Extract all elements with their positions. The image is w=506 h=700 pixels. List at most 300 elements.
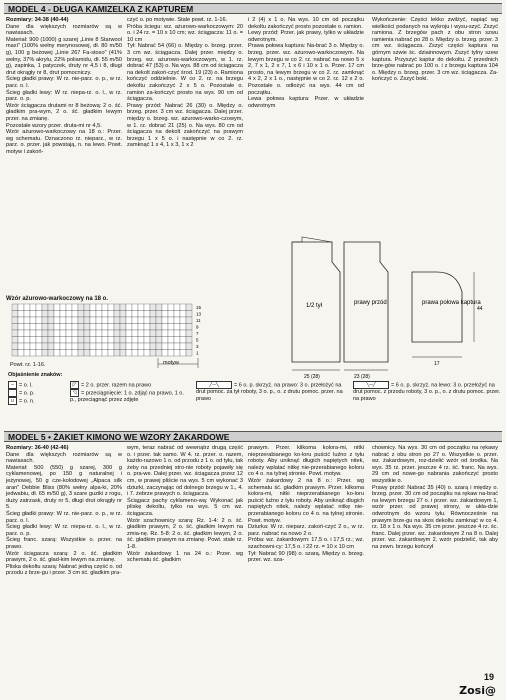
chart-cell bbox=[90, 317, 96, 324]
model4-header: MODEL 4 - DŁUGA KAMIZELKA Z KAPTUREM bbox=[4, 3, 502, 14]
chart-cell bbox=[168, 324, 174, 331]
text-block: Ścieg gładki prawy: W rz. nie-parz. o. p., w rz. parz. o. l. bbox=[6, 510, 122, 524]
chart-cell bbox=[156, 343, 162, 350]
text-block: i 2 (4) x 1 o. Na wys. 10 cm od początku dekoltu zakończyć prosto pozostałe o. ramion. bbox=[248, 17, 364, 30]
chart-cell bbox=[30, 317, 36, 324]
chart-cell bbox=[96, 330, 102, 337]
chart-cell bbox=[120, 350, 126, 357]
chart-cell bbox=[66, 317, 72, 324]
chart-row-label: 11 bbox=[196, 318, 201, 323]
chart-cell bbox=[126, 330, 132, 337]
chart-cell bbox=[102, 304, 108, 311]
chart-cell bbox=[168, 343, 174, 350]
chart-cell bbox=[72, 337, 78, 344]
chart-cell bbox=[132, 330, 138, 337]
legend bbox=[8, 372, 501, 405]
chart-cell bbox=[18, 324, 24, 331]
chart-cell bbox=[114, 311, 120, 318]
legend-item: ◸ = 2 o. przer. razem na prawo bbox=[70, 381, 180, 389]
chart-cell bbox=[90, 324, 96, 331]
chart-cell bbox=[150, 330, 156, 337]
chart-row-labels bbox=[196, 305, 202, 356]
chart-cell bbox=[144, 350, 150, 357]
text-block: Wzór żakardowy 2 na 8 o.: Przer. wg schematu ść. gładkim prawym. Przer. kilkoma kolora-mi, nitki nieprzerabianego ko-loru puścić luźno z tyłu roboty. Aby uniknąć długich napiętych nitek, należy wplatać nitkę nie-przerabianego koloru co 4 o. na tylnej stronie. Powt. motyw. bbox=[248, 477, 364, 524]
chart-cell bbox=[138, 317, 144, 324]
chart-cell bbox=[138, 324, 144, 331]
chart-cell bbox=[24, 324, 30, 331]
chart-cell bbox=[108, 311, 114, 318]
chart-cell bbox=[186, 350, 192, 357]
chart-cell bbox=[132, 324, 138, 331]
chart-cell bbox=[72, 304, 78, 311]
model4-col4 bbox=[372, 17, 498, 83]
chart-cell bbox=[102, 317, 108, 324]
chart-cell bbox=[90, 330, 96, 337]
front-label: prawy przód bbox=[354, 300, 387, 306]
chart-cell bbox=[48, 337, 54, 344]
chart-cell bbox=[126, 311, 132, 318]
chart-cell bbox=[84, 304, 90, 311]
chart-cell bbox=[180, 324, 186, 331]
chart-cell bbox=[108, 350, 114, 357]
chart-cell bbox=[36, 324, 42, 331]
chart-cell bbox=[66, 304, 72, 311]
chart-cell bbox=[162, 311, 168, 318]
chart-cell bbox=[156, 317, 162, 324]
chart-cell bbox=[90, 304, 96, 311]
chart-cell bbox=[30, 324, 36, 331]
chart-cell bbox=[102, 343, 108, 350]
chart-cell bbox=[120, 304, 126, 311]
chart-cell bbox=[96, 343, 102, 350]
chart-row-label: 1 bbox=[196, 350, 199, 356]
chart-cell bbox=[84, 337, 90, 344]
chart-cell bbox=[156, 304, 162, 311]
back-label: 1/2 tył bbox=[306, 303, 323, 309]
chart-cell bbox=[162, 343, 168, 350]
chart-cell bbox=[132, 337, 138, 344]
chart-cell bbox=[54, 317, 60, 324]
chart-cell bbox=[126, 343, 132, 350]
chart-cell bbox=[90, 311, 96, 318]
purl-symbol: – bbox=[8, 381, 17, 389]
chart-cell bbox=[60, 337, 66, 344]
chart-cell bbox=[126, 350, 132, 357]
chart-cell bbox=[168, 304, 174, 311]
chart-cell bbox=[36, 343, 42, 350]
chart-cell bbox=[36, 337, 42, 344]
chart-cell bbox=[66, 350, 72, 357]
model5-col1 bbox=[6, 445, 122, 577]
page-number: 19 bbox=[483, 672, 494, 682]
chart-cell bbox=[132, 343, 138, 350]
chart-cell bbox=[150, 337, 156, 344]
chart-cell bbox=[36, 304, 42, 311]
chart-cell bbox=[186, 324, 192, 331]
chart-cell bbox=[186, 343, 192, 350]
chart-cell bbox=[36, 317, 42, 324]
chart-cell bbox=[162, 350, 168, 357]
chart-cell bbox=[78, 350, 84, 357]
chart-cell bbox=[24, 317, 30, 324]
text-block: Wzór żakardowy 1 na 24 o.: Przer. wg schematu ść. gładkim bbox=[127, 550, 243, 564]
chart-cell bbox=[150, 304, 156, 311]
chart-cell bbox=[102, 350, 108, 357]
text-block: Tył: Nabrać 90 (98) o. szarą. Między o. brzeg. przer. wz. sza- bbox=[248, 550, 364, 564]
chart-cell bbox=[78, 337, 84, 344]
chart-cell bbox=[42, 317, 48, 324]
chart-cell bbox=[66, 324, 72, 331]
chart-cell bbox=[150, 324, 156, 331]
chart-cell bbox=[180, 311, 186, 318]
chart-cell bbox=[78, 343, 84, 350]
garment-schematic bbox=[262, 232, 502, 382]
chart-row-label: 5 bbox=[196, 337, 199, 343]
chart-cell bbox=[54, 311, 60, 318]
chart-cell bbox=[60, 304, 66, 311]
chart-cell bbox=[96, 324, 102, 331]
text-block: Rozmiary: 34-38 (40-44) bbox=[6, 17, 69, 23]
chart-cell bbox=[24, 337, 30, 344]
chart-repeat: Powt. rz. 1-16. bbox=[10, 362, 46, 368]
text-block: Ściągacz pachy cyklameno-wą: Wykonać jak pliskę dekoltu, tylko na wys. 5 cm wz. ściągacza. bbox=[127, 497, 243, 517]
chart-cell bbox=[156, 324, 162, 331]
chart-cell bbox=[186, 304, 192, 311]
text-block: Prawy przód: Nabrać 35 (40) o. szarą i między o. brzeg. przer. 30 cm od początku na rękaw na-brać na lewym brzegu 27 o. i przer. wz. żakardowym 1, wzór przer. od prawej strony, w ukła-dzie odwrotnym do wzoru tyłu. Równocześnie na prawym brze-gu na skos dekoltu zamknąć w co 4. rz. 18 x 1 o. Na wys. 35 cm przer. jeszcze 4 rz. śc. franc. Dalej przer. wz. żakardowym 2 na 8 o. Dalej przer. wz. żakardowym 2, wzór podzielić, tak aby na zewn. brzegu kończył bbox=[372, 484, 498, 550]
chart-cell bbox=[120, 330, 126, 337]
model5-header: MODEL 5 • ŻAKIET KIMONO WE WZORY ŻAKARDOWE bbox=[4, 431, 502, 442]
chart-cell bbox=[108, 343, 114, 350]
text-block: Dziurka: W rz. nieparz. zakoń-czyć 2 o., w rz. parz. nabrać na nowo 2 o. bbox=[248, 524, 364, 537]
chart-cell bbox=[48, 317, 54, 324]
chart-cell bbox=[72, 311, 78, 318]
chart-cell bbox=[84, 343, 90, 350]
chart-cell bbox=[30, 311, 36, 318]
chart-cell bbox=[144, 304, 150, 311]
chart-row-label: 13 bbox=[196, 311, 202, 317]
text-block: Materiał: 500 (550) g szarej, 300 g cyklamenowej, po 150 g naturalnej i jeżynowej, 50 g cze-kolodowej „Alpaca silk aran" Debbie Bliss (80% wełny alpa-ki, 20% jedwabiu, dł. 65 m/50 g), 3 szare guziki z rogu, duży zatrzask, druty nr 5, długi drut okrągły nr 5. bbox=[6, 464, 122, 511]
chart-cell bbox=[30, 304, 36, 311]
chart-cell bbox=[180, 330, 186, 337]
chart-cell bbox=[168, 311, 174, 318]
chart-cell bbox=[144, 337, 150, 344]
chart-cell bbox=[12, 317, 18, 324]
chart-cell bbox=[24, 343, 30, 350]
skpo-symbol: ◹ bbox=[70, 389, 79, 397]
text-block: prawym. Przer. kilkoma kolora-mi, nitki nieprzerabianego ko-loru puścić luźno z tyłu roboty. Aby uniknąć długich napiętych nitek, należy wplatać nitkę nie-przerabianego koloru co 4 o. na tylnej stronie. Powt. motyw. bbox=[248, 445, 364, 478]
chart-cell bbox=[90, 337, 96, 344]
chart-cell bbox=[180, 337, 186, 344]
chart-cell bbox=[84, 324, 90, 331]
chart-cell bbox=[18, 311, 24, 318]
chart-cell bbox=[108, 324, 114, 331]
text-block: Wzór ściągacza szarą: 2 o. ść. gładkim prawym, 2 o. ść. gład-kim lewym na zmianę. bbox=[6, 550, 122, 564]
chart-cell bbox=[48, 350, 54, 357]
text-block: Prawy przód: Nabrać 26 (30) o. Między o. brzeg. przer. 3 cm wz. ściągacza. Dalej przer. między o. brzeg. wz. ażurowo-warko-czowym, w 1. rz. dobrać 21 (25) o. Na wys. 80 cm od ściągacza na dekolt zakończyć na prawym brzegu 1 x 5 o. i następnie w co 2. rz. zamknąć 1 x 4, 1 x 3, 1 x 2 bbox=[127, 102, 243, 149]
legend-item: ╲─╱ = 6 o. p. skrzyż. na lewo: 3 o. przełożyć na drut pomoc. z przodu roboty, 3 o. p., o. z drutu pomoc. przer. na prawo bbox=[353, 382, 501, 403]
text-block: Pozostałe wzory przer. druta-mi nr 4,5. bbox=[6, 122, 102, 129]
text-block: Próba ściegu: wz. ażurowo-warkoczowym: 20 o. i 24 rz. = 10 x 10 cm; wz. ściągacza: 11 o. = 10 cm bbox=[127, 23, 243, 43]
chart-cell bbox=[42, 330, 48, 337]
watermark-signature: Zosi@ bbox=[459, 684, 496, 697]
chart-cell bbox=[108, 304, 114, 311]
hood-height: 44 bbox=[477, 306, 483, 312]
chart-cell bbox=[96, 317, 102, 324]
text-block: Dane dla większych rozmiarów są w nawiasach. bbox=[6, 23, 122, 37]
chart-cell bbox=[96, 311, 102, 318]
chart-cell bbox=[150, 311, 156, 318]
legend-item: = o. p. bbox=[8, 389, 68, 397]
chart-cell bbox=[156, 330, 162, 337]
chart-cell bbox=[186, 311, 192, 318]
chart-cell bbox=[144, 311, 150, 318]
chart-cell bbox=[66, 337, 72, 344]
chart-cell bbox=[18, 317, 24, 324]
chart-cell bbox=[24, 311, 30, 318]
chart-cell bbox=[138, 337, 144, 344]
chart-cell bbox=[186, 330, 192, 337]
chart-cell bbox=[12, 311, 18, 318]
chart-cell bbox=[72, 350, 78, 357]
chart-row-label: 15 bbox=[196, 305, 202, 310]
chart-cell bbox=[114, 304, 120, 311]
chart-cell bbox=[120, 337, 126, 344]
chart-cell bbox=[180, 304, 186, 311]
chart-cell bbox=[174, 311, 180, 318]
chart-cell bbox=[72, 324, 78, 331]
chart-cell bbox=[168, 330, 174, 337]
chart-cell bbox=[186, 317, 192, 324]
chart-cell bbox=[102, 324, 108, 331]
chart-cell bbox=[174, 324, 180, 331]
chart-cell bbox=[138, 304, 144, 311]
chart-cell bbox=[120, 324, 126, 331]
chart-cell bbox=[156, 350, 162, 357]
chart-cell bbox=[126, 304, 132, 311]
chart-cell bbox=[108, 317, 114, 324]
chart-cell bbox=[60, 324, 66, 331]
chart-cell bbox=[138, 330, 144, 337]
chart-cell bbox=[54, 337, 60, 344]
k2tog-symbol: ◸ bbox=[70, 381, 79, 389]
chart-cell bbox=[54, 304, 60, 311]
chart-cell bbox=[132, 304, 138, 311]
chart-cell bbox=[126, 324, 132, 331]
text-block: Wzór ściągacza drutami nr 8 beżową: 2 o. ść. gładkim pra-wym, 2 o. ść. gładkim lewym przer. na zmianę. bbox=[6, 102, 122, 122]
chart-cell bbox=[84, 350, 90, 357]
chart-cell bbox=[78, 330, 84, 337]
text-block: Wzór ażurowo-warkoczowy na 18 o.: Przer. wg schematu. Oznaczono rz. nieparz., w rz. parz. o. przer. jak powstają, n. na lewo. Powt. motyw i zakoń- bbox=[6, 129, 122, 155]
chart-cell bbox=[84, 317, 90, 324]
hood-label: prawa połowa kaptura bbox=[422, 300, 481, 306]
chart-cell bbox=[144, 324, 150, 331]
chart-cell bbox=[60, 330, 66, 337]
chart-cell bbox=[132, 317, 138, 324]
chart-cell bbox=[36, 350, 42, 357]
chart-cell bbox=[18, 337, 24, 344]
text-block: wym, teraz nabrać od wewnątrz drugą część o. i przer. tak samo. W 4. rz. przer. o. razem, każdo-razowo 1 o. od przodu z 1 o. od tyłu, tak żeby na przedniej stro-nie roboty pojawiły się o. pra-we. Dalej przer. wz. ściągacza przez 12 cm, w prawej pliście na wys. 5 cm wykonać 3 dziurki, zaczynając od dolnego brzegu w 1., 4. i 7. żebrze prawych o. ściągacza. bbox=[127, 445, 243, 498]
legend-item: ╱─╲ = 6 o. p. skrzyż. na prawo: 3 o. przełożyć na drut pomoc. za tył roboty, 3 o. p., o. z drutu pomoc. przer. na prawo bbox=[196, 382, 343, 403]
chart-cell bbox=[42, 304, 48, 311]
legend-item: ∪ = o. n. bbox=[8, 397, 68, 405]
chart-cell bbox=[24, 304, 30, 311]
chart-cell bbox=[150, 317, 156, 324]
text-block: Prawa połowa kaptura: Na-brać 3 o. Między o. brzeg. przer. wz. ażurowo-warkoczowym. Na lewym brzegu w co 2. rz. nabrać na nowo 5 x 2, 7 x 1, 2 x 7, 1 x 6 i 10 x 1 o. Przer. 17 cm prosto, na lewym brzegu w co 2. rz. zamknąć 4 x 2, 2 x 1 o., następnie w co 2. rz. 12 x 2 o. Pozostałe o. odłożyć na wys. 44 cm od początku. bbox=[248, 43, 364, 96]
text-block: Rozmiary: 36-40 (42-46) bbox=[6, 445, 69, 451]
model5-col4 bbox=[372, 445, 498, 551]
chart-cell bbox=[162, 317, 168, 324]
chart-cell bbox=[30, 350, 36, 357]
chart-cell bbox=[48, 324, 54, 331]
text-block: Ścieg gładki lewy: W rz. niepa-rz. o. l., w rz. parz. o. p. bbox=[6, 524, 122, 537]
chart-cell bbox=[12, 343, 18, 350]
chart-cell bbox=[48, 304, 54, 311]
chart-cell bbox=[54, 343, 60, 350]
chart-cell bbox=[162, 330, 168, 337]
text-block: Ścieg gładki prawy: W rz. nie-parz. o. p., w rz. parz. o. l. bbox=[6, 76, 122, 89]
text-block: Pliska dekoltu szarą: Nabrać jedną część o. od przodu z brze-gu i przer. 3 cm ść. gładkim pra- bbox=[6, 563, 122, 577]
text-block: Ścieg franc. szarą: Wszystkie o. przer. na prawo. bbox=[6, 537, 122, 550]
chart-cell bbox=[96, 350, 102, 357]
chart-row-label: 7 bbox=[196, 331, 199, 336]
chart-cell bbox=[12, 350, 18, 357]
chart-cell bbox=[30, 343, 36, 350]
chart-cell bbox=[54, 324, 60, 331]
chart-cell bbox=[156, 337, 162, 344]
chart-cell bbox=[90, 343, 96, 350]
chart-cell bbox=[12, 324, 18, 331]
chart-cell bbox=[174, 330, 180, 337]
text-block: Ścieg gładki lewy: W rz. niepa-rz. o. l., w rz. parz. o. p. bbox=[6, 89, 122, 103]
text-block: czyć o. po motywie. Stale powt. rz. 1-16. bbox=[127, 17, 228, 23]
chart-cell bbox=[114, 350, 120, 357]
chart-cell bbox=[114, 330, 120, 337]
chart-cell bbox=[138, 350, 144, 357]
chart-cell bbox=[24, 350, 30, 357]
chart-cell bbox=[114, 337, 120, 344]
chart-cell bbox=[144, 330, 150, 337]
chart-cell bbox=[72, 343, 78, 350]
model4-col2 bbox=[127, 17, 243, 149]
chart-cell bbox=[72, 330, 78, 337]
chart-cell bbox=[42, 343, 48, 350]
chart-cell bbox=[186, 337, 192, 344]
chart-cell bbox=[36, 311, 42, 318]
chart-cell bbox=[54, 350, 60, 357]
chart-cell bbox=[78, 304, 84, 311]
text-block: Lewa połowa kaptura: Przer. w układzie odwrotnym bbox=[248, 96, 364, 109]
text-block: Materiał: 900 (1000) g szarej „Linie 8 Starwool maxi" (100% wełny merynosowej, dł. 80 m/50 g), 100 g beżowej „Linie 267 Fa-stoso" (41% wełny, 37% akrylu, 22% poliamidu, dł. 55 m/50 g), zapinka, 1 patyczek, druty nr 4,5 i 8, długi drut okrągły nr 8, drut pomocniczy. bbox=[6, 36, 122, 76]
chart-cell bbox=[18, 330, 24, 337]
text-block: Dane dla większych rozmiarów są w nawiasach. bbox=[6, 451, 122, 465]
chart-cell bbox=[126, 317, 132, 324]
chart-cell bbox=[12, 330, 18, 337]
chart-cell bbox=[162, 324, 168, 331]
chart-cell bbox=[168, 337, 174, 344]
chart-cell bbox=[162, 337, 168, 344]
chart-cell bbox=[36, 330, 42, 337]
chart-row-label: 9 bbox=[196, 324, 199, 330]
chart-cell bbox=[180, 343, 186, 350]
legend-item: ◹ = przeciągnięcie: 1 o. zdjąć na prawo, 1 o. p., przeciągnąć przez zdjęte bbox=[70, 390, 184, 404]
chart-cell bbox=[48, 343, 54, 350]
chart-cell bbox=[96, 337, 102, 344]
chart-cell bbox=[168, 317, 174, 324]
chart-cell bbox=[48, 311, 54, 318]
chart-cell bbox=[18, 350, 24, 357]
text-block: Próba: wz. żakardowym: 17,5 o. i 17,5 rz.; wz. szachowni-cy: 17,5 o. i 22 rz. = 10 x 10 cm bbox=[248, 537, 364, 550]
chart-cell bbox=[132, 350, 138, 357]
chart-cell bbox=[108, 330, 114, 337]
chart-cell bbox=[126, 337, 132, 344]
legend-item: – = o. l. bbox=[8, 381, 68, 389]
chart-cell bbox=[90, 350, 96, 357]
chart-cell bbox=[42, 337, 48, 344]
text-block: chownicy. Na wys. 30 cm od początku na rękawy nabrać z obu stron po 27 o. Wszystkie o. przer. wz. żakardowym, roz-dzielić wzór od środka. Na wys. 35 rz. przer. jeszcze 4 rz. ść. franc. Na wys. 29 cm od nowe-go nabrania zakończyć prosto wszystkie o. bbox=[372, 445, 498, 484]
chart-cell bbox=[174, 304, 180, 311]
text-block: Wzór szachownicy szarą: Rz. 1-4: 2 o. ść. gładkim prawym, 2 o. ść. gładkim lewym na zmia-nę. Rz. 5-8: 2 o. ść. gładkim lewym, 2 o. ść. gładkim prawym na zmianę. Powt. stale rz. 1-8. bbox=[127, 517, 243, 550]
chart-cell bbox=[174, 317, 180, 324]
yarnover-symbol: ∪ bbox=[8, 397, 17, 405]
chart-cell bbox=[174, 337, 180, 344]
chart-row-label: 3 bbox=[196, 344, 199, 349]
chart-cell bbox=[60, 350, 66, 357]
chart-cell bbox=[180, 317, 186, 324]
chart-cell bbox=[42, 324, 48, 331]
model5-col2 bbox=[127, 445, 243, 564]
text-block: Lewy przód: Przer. jak prawy, tylko w układzie odwrotnym. bbox=[248, 30, 364, 43]
chart-cell bbox=[30, 337, 36, 344]
chart-cell bbox=[156, 311, 162, 318]
front-width: 23 (28) bbox=[354, 374, 370, 380]
chart-cell bbox=[114, 317, 120, 324]
cable-left-symbol: ╲─╱ bbox=[353, 381, 389, 389]
chart-cell bbox=[108, 337, 114, 344]
chart-cell bbox=[66, 311, 72, 318]
chart-cell bbox=[138, 311, 144, 318]
legend-title: Objaśnienie znaków: bbox=[8, 372, 63, 378]
chart-cell bbox=[78, 311, 84, 318]
chart-cell bbox=[102, 311, 108, 318]
chart-grid bbox=[12, 304, 192, 356]
back-width: 25 (28) bbox=[304, 374, 320, 380]
chart-cell bbox=[48, 330, 54, 337]
chart-cell bbox=[84, 330, 90, 337]
model4-col3 bbox=[248, 17, 364, 109]
model4-col1 bbox=[6, 17, 122, 155]
chart-cell bbox=[84, 311, 90, 318]
chart-cell bbox=[150, 343, 156, 350]
cable-right-symbol: ╱─╲ bbox=[196, 381, 232, 389]
chart-cell bbox=[150, 350, 156, 357]
hood-width: 17 bbox=[434, 361, 440, 367]
chart-cell bbox=[120, 311, 126, 318]
chart-cell bbox=[66, 343, 72, 350]
text-block: Wykończenie: Części lekko zwilżyć, napiąć wg wielkości podanych na wykroju i wysu-szyć. Zszyć ramiona. Z brzegów pach z obu stron szwu ramienia nabrać po 28 o. Między o. brzeg. przer. 3 cm wz. ściągacza. Zszyć części kaptura na górnym szwie śc. dziainnowym. Zszyć tylny szew kaptura. Przyszyć kaptur do dekoltu. Z przednich brze-gów nabrać po 100 o. i z brzegu kaptura 104 o. Między o. brzeg. przer. 3 cm wz. ściągacza. Za-kończyć o. Zszyć boki. bbox=[372, 17, 498, 83]
chart-cell bbox=[78, 324, 84, 331]
chart-cell bbox=[60, 311, 66, 318]
chart-cell bbox=[18, 304, 24, 311]
chart-cell bbox=[54, 330, 60, 337]
chart-cell bbox=[138, 343, 144, 350]
chart-cell bbox=[60, 343, 66, 350]
chart-cell bbox=[30, 330, 36, 337]
text-block: Tył: Nabrać 54 (66) o. Między o. brzeg. przer. 3 cm wz. ściągacza. Dalej przer. między o. brzeg. wz. ażurowo-warkoczowym, w 1. rz. dobrać 47 (53) o. Na wys. 88 cm od ściągacza na dekolt zakoń-czyć środ. 19 (23) o. Ramiona kończyć oddzielnie. W co 2. rz. na brzegu dekoltu zakończyć 2 x 5 o. Pozostałe o. ramion za-kończyć prosto na wys. 90 cm od ściągacza. bbox=[127, 43, 243, 103]
chart-cell bbox=[114, 343, 120, 350]
chart-cell bbox=[66, 330, 72, 337]
chart-cell bbox=[144, 343, 150, 350]
chart-cell bbox=[102, 337, 108, 344]
